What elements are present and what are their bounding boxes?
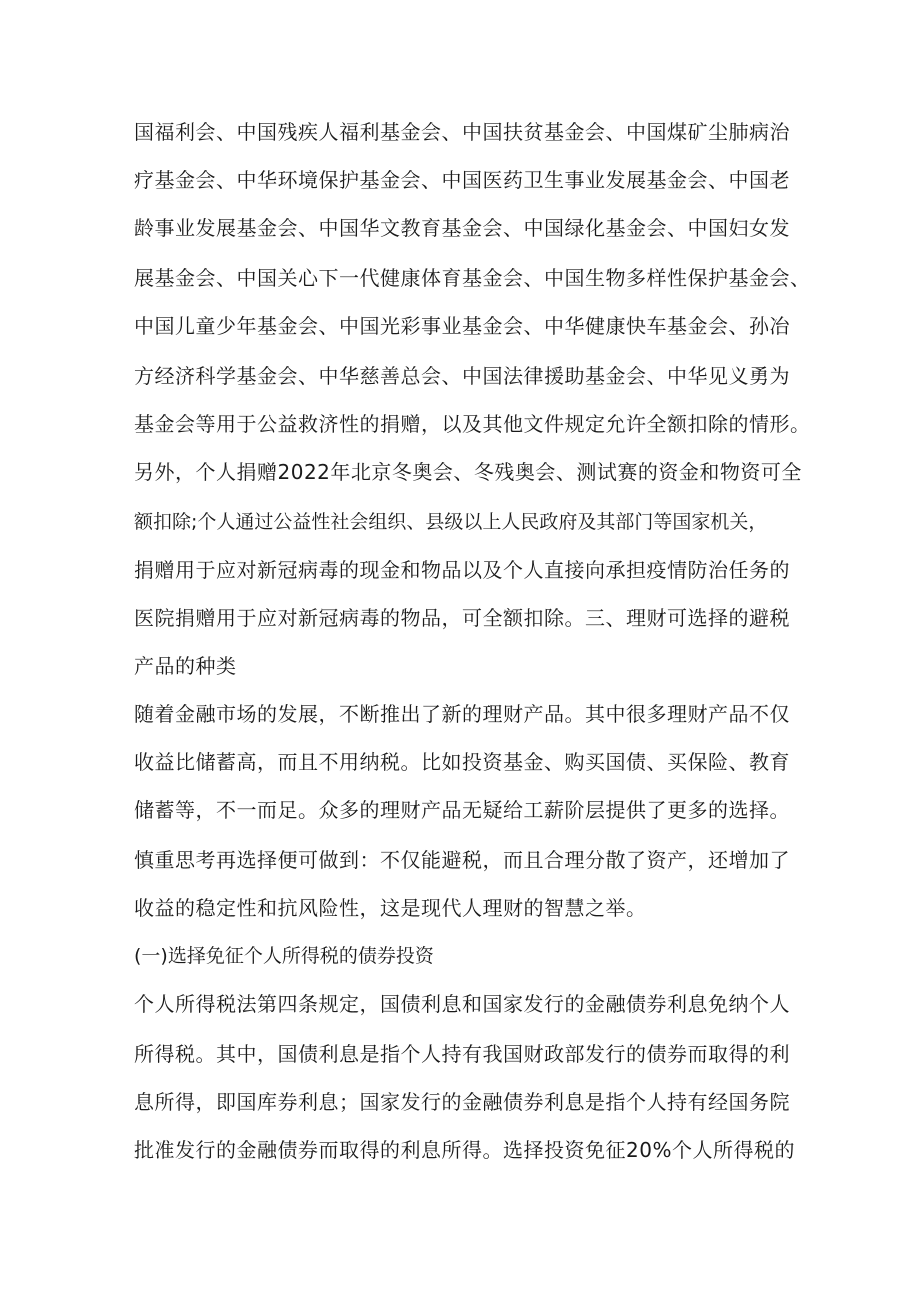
text-line: 批准发行的金融债券而取得的利息所得。选择投资免征20%个人所得税的: [134, 1138, 795, 1162]
text-line: 另外，个人捐赠2022年北京冬奥会、冬残奥会、测试赛的资金和物资可全: [134, 460, 802, 484]
text-line: 方经济科学基金会、中华慈善总会、中国法律援助基金会、中华见义勇为: [134, 364, 790, 388]
text-line: 疗基金会、中华环境保护基金会、中国医药卫生事业发展基金会、中国老: [134, 168, 790, 192]
text-line: 医院捐赠用于应对新冠病毒的物品，可全额扣除。三、理财可选择的避税: [134, 606, 790, 630]
text-line: 储蓄等，不一而足。众多的理财产品无疑给工薪阶层提供了更多的选择。: [134, 798, 790, 822]
text-line: 所得税。其中，国债利息是指个人持有我国财政部发行的债券而取得的利: [134, 1042, 790, 1066]
text-line: 额扣除;个人通过公益性社会组织、县级以上人民政府及其部门等国家机关，: [134, 511, 768, 533]
section-heading: 产品的种类: [134, 654, 237, 678]
text-line: 国福利会、中国残疾人福利基金会、中国扶贫基金会、中国煤矿尘肺病治: [134, 120, 790, 144]
text-line: 息所得，即国库券利息；国家发行的金融债券利息是指个人持有经国务院: [134, 1090, 790, 1114]
subsection-heading: (一)选择免征个人所得税的债券投资: [134, 945, 434, 967]
text-line: 龄事业发展基金会、中国华文教育基金会、中国绿化基金会、中国妇女发: [134, 216, 790, 240]
text-line: 慎重思考再选择便可做到：不仅能避税，而且合理分散了资产，还增加了: [134, 848, 790, 872]
text-line: 收益比储蓄高，而且不用纳税。比如投资基金、购买国债、买保险、教育: [134, 750, 790, 774]
text-line: 收益的稳定性和抗风险性，这是现代人理财的智慧之举。: [134, 896, 647, 920]
text-line: 捐赠用于应对新冠病毒的现金和物品以及个人直接向承担疫情防治任务的: [134, 558, 790, 582]
text-line: 个人所得税法第四条规定，国债利息和国家发行的金融债券利息免纳个人: [134, 992, 790, 1016]
text-line: 随着金融市场的发展，不断推出了新的理财产品。其中很多理财产品不仅: [134, 702, 790, 726]
text-line: 基金会等用于公益救济性的捐赠，以及其他文件规定允许全额扣除的情形。: [134, 412, 811, 436]
text-line: 展基金会、中国关心下一代健康体育基金会、中国生物多样性保护基金会、: [134, 266, 811, 290]
text-line: 中国儿童少年基金会、中国光彩事业基金会、中华健康快车基金会、孙冶: [134, 314, 790, 338]
